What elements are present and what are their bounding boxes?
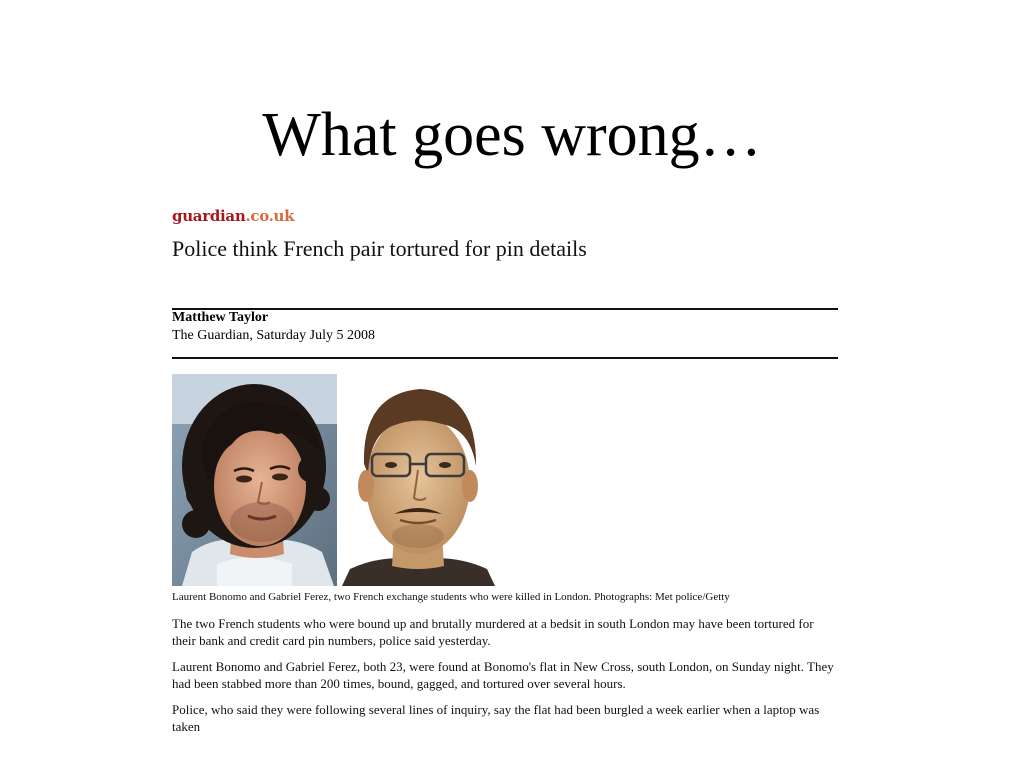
article-paragraph: Police, who said they were following several lines of inquiry, say the flat had been burgled a week earlier when a laptop was taken (172, 702, 820, 734)
article-author: Matthew Taylor (172, 310, 269, 325)
victim-photos (172, 374, 495, 586)
news-article-clipping (172, 205, 838, 734)
victim-photo-left (172, 374, 337, 586)
victim-photo-right (342, 374, 495, 586)
masthead-domain: .co.uk (245, 207, 295, 225)
slide-title: What goes wrong… (262, 101, 762, 169)
article-paragraph: Laurent Bonomo and Gabriel Ferez, both 23, were found at Bonomo's flat in New Cross, south London, on Sunday night. They had been stabbed more than 200 times, bound, gagged, and tortured over several hours. (172, 659, 834, 691)
divider-rule-bottom (172, 357, 838, 359)
newspaper-masthead (172, 207, 294, 225)
article-headline: Police think French pair tortured for pin details (172, 236, 587, 261)
divider-rule-top (172, 308, 838, 310)
masthead-brand: guardian (172, 207, 246, 225)
article-paragraph: The two French students who were bound up and brutally murdered at a bedsit in south London may have been tortured for their bank and credit card pin numbers, police said yesterday. (172, 616, 814, 648)
photo-caption: Laurent Bonomo and Gabriel Ferez, two French exchange students who were killed in London. Photographs: Met police/Getty (172, 591, 730, 603)
article-dateline: The Guardian, Saturday July 5 2008 (172, 328, 375, 343)
